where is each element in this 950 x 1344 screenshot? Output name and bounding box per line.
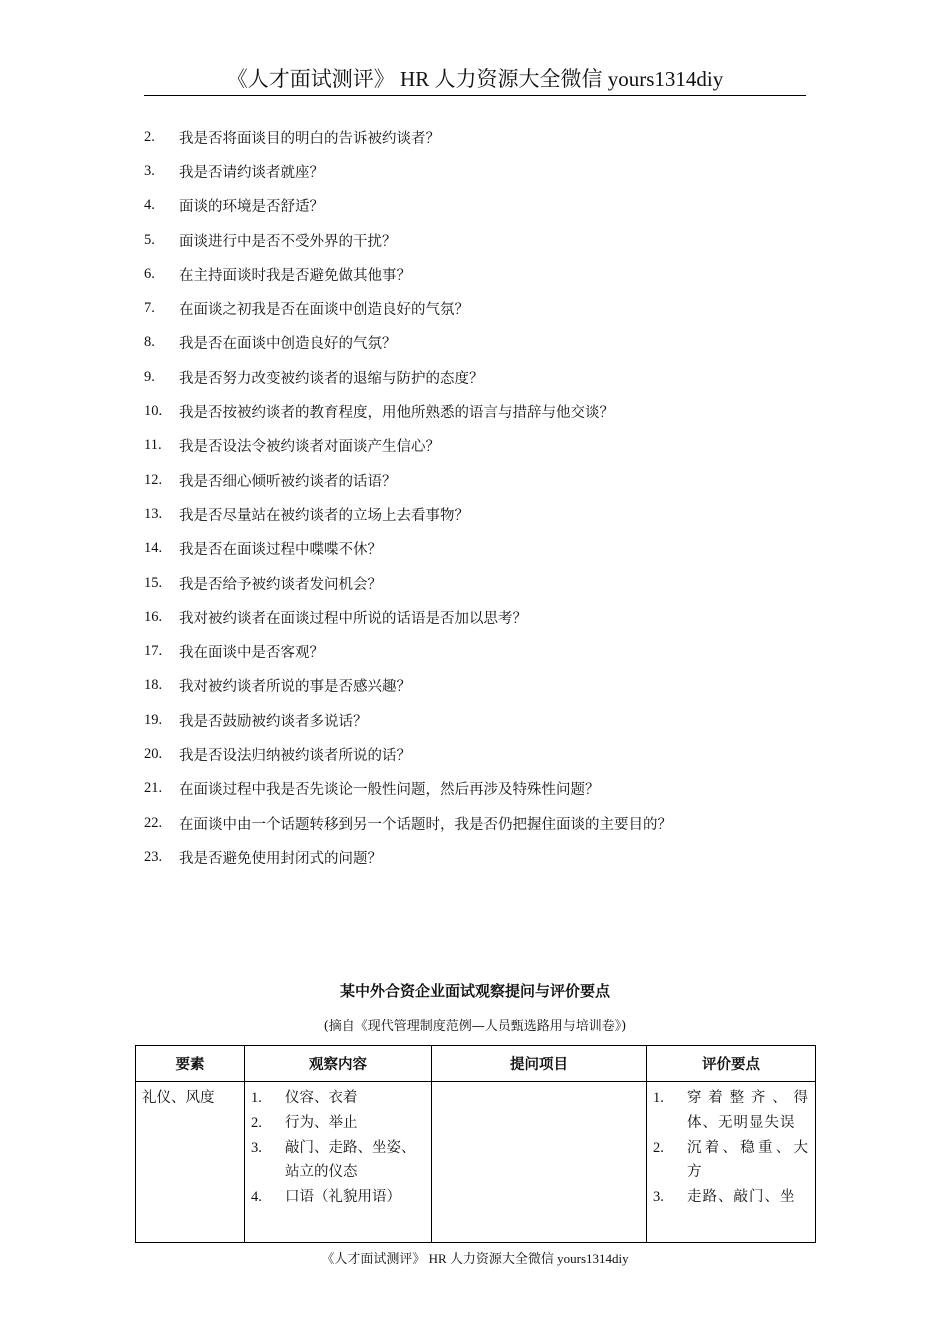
column-header: 要素 xyxy=(136,1046,245,1082)
column-header: 评价要点 xyxy=(647,1046,816,1082)
item-number: 4. xyxy=(251,1189,262,1206)
item-number: 12. xyxy=(144,471,163,488)
list-item xyxy=(251,1185,425,1210)
item-text: 在面谈之初我是否在面谈中创造良好的气氛？ xyxy=(179,302,469,319)
list-item xyxy=(144,291,824,325)
item-text: 我是否请约谈者就座？ xyxy=(179,164,324,181)
list-item xyxy=(144,154,824,188)
item-number: 1. xyxy=(251,1090,262,1106)
item-number: 3. xyxy=(251,1139,262,1156)
item-number: 7. xyxy=(144,300,155,317)
item-number: 2. xyxy=(251,1114,262,1131)
list-item xyxy=(144,772,824,806)
item-number: 4. xyxy=(144,197,155,214)
item-text: 行为、举止 xyxy=(285,1114,358,1131)
list-item xyxy=(144,189,824,223)
item-text: 在面谈过程中我是否先谈论一般性问题，然后再涉及特殊性问题？ xyxy=(179,782,600,799)
list-item xyxy=(251,1136,425,1186)
list-item xyxy=(251,1111,425,1136)
list-item xyxy=(144,703,824,737)
item-text: 我是否将面谈目的明白的告诉被约谈者？ xyxy=(179,130,440,147)
list-item xyxy=(144,634,824,668)
list-item xyxy=(144,566,824,600)
list-item xyxy=(144,223,824,257)
item-number: 8. xyxy=(144,334,155,351)
list-item xyxy=(653,1185,809,1210)
list-item xyxy=(653,1136,809,1186)
item-number: 21. xyxy=(144,780,163,797)
item-text: 我是否避免使用封闭式的问题？ xyxy=(179,850,382,867)
item-text: 口语（礼貌用语） xyxy=(285,1189,401,1206)
item-number: 3. xyxy=(144,162,155,179)
list-item xyxy=(144,257,824,291)
item-number: 19. xyxy=(144,711,163,728)
evaluation-table xyxy=(135,1045,816,1243)
question-cell xyxy=(432,1082,647,1243)
item-number: 3. xyxy=(653,1189,664,1206)
list-item xyxy=(144,737,824,771)
item-text: 我是否尽量站在被约谈者的立场上去看事物？ xyxy=(179,507,469,524)
item-number: 15. xyxy=(144,574,163,591)
list-item xyxy=(144,326,824,360)
item-text: 我是否设法归纳被约谈者所说的话？ xyxy=(179,747,411,764)
list-item xyxy=(144,532,824,566)
list-item xyxy=(144,497,824,531)
item-number: 22. xyxy=(144,814,163,831)
list-item xyxy=(144,120,824,154)
item-text: 面谈进行中是否不受外界的干扰？ xyxy=(179,233,397,250)
table-header-row xyxy=(136,1046,816,1082)
item-text: 我是否在面谈过程中喋喋不休？ xyxy=(179,542,382,559)
item-number: 2. xyxy=(653,1139,664,1156)
table-row xyxy=(136,1082,816,1243)
item-text: 我是否按被约谈者的教育程度，用他所熟悉的语言与措辞与他交谈？ xyxy=(179,405,614,422)
element-cell: 礼仪、风度 xyxy=(136,1082,245,1243)
item-text: 我是否努力改变被约谈者的退缩与防护的态度？ xyxy=(179,370,484,387)
table-title: 某中外合资企业面试观察提问与评价要点 xyxy=(339,982,610,1000)
item-text: 我是否给予被约谈者发问机会？ xyxy=(179,576,382,593)
column-header: 观察内容 xyxy=(245,1046,432,1082)
table-subtitle: (摘自《现代管理制度范例—人员甄选路用与培训卷》) xyxy=(323,1019,627,1034)
item-text: 我是否细心倾听被约谈者的话语？ xyxy=(179,473,397,490)
item-text: 在主持面谈时我是否避免做其他事？ xyxy=(179,267,411,284)
item-text: 仪容、衣着 xyxy=(285,1090,358,1106)
item-number: 20. xyxy=(144,745,163,762)
item-number: 1. xyxy=(653,1090,664,1106)
item-number: 10. xyxy=(144,403,163,420)
item-number: 9. xyxy=(144,368,155,385)
item-text: 我在面谈中是否客观？ xyxy=(179,645,324,662)
item-text: 我对被约谈者在面谈过程中所说的话语是否加以思考？ xyxy=(179,610,527,627)
page-header: 《人才面试测评》 HR 人力资源大全微信 yours1314diy xyxy=(144,64,806,96)
item-number: 5. xyxy=(144,231,155,248)
item-number: 11. xyxy=(144,437,162,454)
column-header: 提问项目 xyxy=(432,1046,647,1082)
item-number: 16. xyxy=(144,608,163,625)
item-number: 14. xyxy=(144,540,163,557)
item-text: 沉着、稳重、大方 xyxy=(687,1139,809,1181)
item-text: 面谈的环境是否舒适？ xyxy=(179,199,324,216)
item-text: 我是否设法令被约谈者对面谈产生信心？ xyxy=(179,439,440,456)
list-item xyxy=(144,806,824,840)
item-number: 23. xyxy=(144,848,163,865)
item-number: 13. xyxy=(144,505,163,522)
list-item xyxy=(144,463,824,497)
item-number: 2. xyxy=(144,128,155,145)
question-list xyxy=(144,120,824,875)
item-text: 走路、敲门、坐 xyxy=(687,1189,796,1206)
item-number: 6. xyxy=(144,265,155,282)
item-text: 穿着整齐、得体、无明显失误 xyxy=(687,1090,809,1131)
list-item xyxy=(144,669,824,703)
item-text: 在面谈中由一个话题转移到另一个话题时，我是否仍把握住面谈的主要目的？ xyxy=(179,816,672,833)
list-item xyxy=(653,1086,809,1136)
item-text: 敲门、走路、坐姿、站立的仪态 xyxy=(285,1139,416,1181)
list-item xyxy=(144,360,824,394)
item-number: 18. xyxy=(144,677,163,694)
list-item xyxy=(251,1086,425,1111)
item-text: 我是否在面谈中创造良好的气氛？ xyxy=(179,336,397,353)
evaluation-cell xyxy=(647,1082,816,1243)
list-item xyxy=(144,600,824,634)
list-item xyxy=(144,429,824,463)
list-item xyxy=(144,840,824,874)
item-number: 17. xyxy=(144,643,163,660)
page-footer: 《人才面试测评》 HR 人力资源大全微信 yours1314diy xyxy=(321,1251,629,1266)
item-text: 我是否鼓励被约谈者多说话？ xyxy=(179,713,368,730)
observation-cell xyxy=(245,1082,432,1243)
item-text: 我对被约谈者所说的事是否感兴趣？ xyxy=(179,679,411,696)
list-item xyxy=(144,394,824,428)
